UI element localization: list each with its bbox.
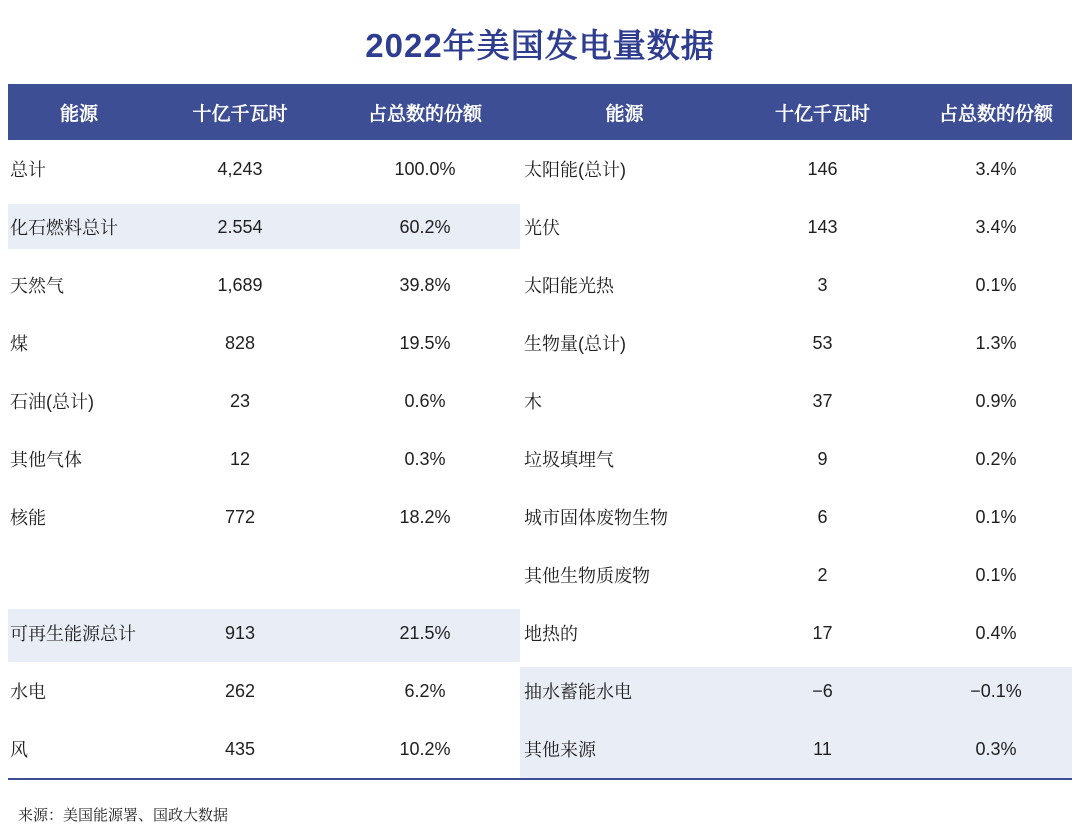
value-cell: 913	[224, 622, 256, 643]
table-row	[8, 198, 520, 256]
value-cell: 12	[229, 448, 251, 469]
table-row	[520, 488, 1072, 546]
energy-name-cell: 抽水蓄能水电	[524, 682, 632, 702]
energy-name-cell: 化石燃料总计	[10, 218, 118, 238]
energy-name-cell: 木	[524, 392, 542, 412]
energy-name-cell: 其他气体	[10, 450, 82, 470]
table-row	[520, 372, 1072, 430]
share-cell: 0.3%	[975, 738, 1017, 759]
table-row	[520, 720, 1072, 778]
table-row	[520, 662, 1072, 720]
column-header-energy: 能源	[605, 103, 644, 125]
value-cell: 262	[224, 680, 256, 701]
table-row	[8, 546, 520, 604]
value-cell: 772	[224, 506, 256, 527]
table-row	[8, 140, 520, 198]
energy-name-cell: 城市固体废物生物	[524, 508, 668, 528]
energy-name-cell: 石油(总计)	[10, 392, 94, 412]
energy-name-cell: 其他来源	[524, 740, 596, 760]
column-header-value: 十亿千瓦时	[192, 103, 288, 125]
page-title: 2022年美国发电量数据	[365, 27, 715, 64]
table-row	[520, 314, 1072, 372]
table-row	[8, 604, 520, 662]
share-cell: 18.2%	[399, 506, 451, 527]
value-cell: 17	[812, 622, 833, 643]
share-cell: 0.3%	[404, 448, 446, 469]
generation-data-table	[8, 84, 1072, 780]
table-left-half	[8, 84, 520, 778]
share-cell: 3.4%	[975, 158, 1017, 179]
table-row	[8, 720, 520, 778]
table-row	[520, 140, 1072, 198]
value-cell: −6	[812, 680, 833, 701]
table-row	[520, 256, 1072, 314]
column-header-energy: 能源	[59, 103, 98, 125]
energy-name-cell: 风	[10, 740, 28, 760]
table-row	[8, 430, 520, 488]
column-header-value: 十亿千瓦时	[774, 103, 870, 125]
value-cell: 3	[817, 274, 828, 295]
value-cell: 2.554	[217, 216, 263, 237]
source-note: 来源：美国能源署、国政大数据	[18, 807, 229, 824]
share-cell: 60.2%	[399, 216, 451, 237]
value-cell: 828	[224, 332, 256, 353]
share-cell: 0.6%	[404, 390, 446, 411]
energy-name-cell: 煤	[10, 334, 28, 354]
share-cell: 1.3%	[975, 332, 1017, 353]
share-cell: 100.0%	[394, 158, 456, 179]
energy-name-cell: 天然气	[10, 276, 64, 296]
table-row	[8, 314, 520, 372]
energy-name-cell: 光伏	[524, 218, 560, 238]
share-cell: 19.5%	[399, 332, 451, 353]
share-cell: 0.1%	[975, 274, 1017, 295]
table-row	[520, 546, 1072, 604]
share-cell: −0.1%	[970, 680, 1022, 701]
table-row	[8, 662, 520, 720]
energy-name-cell: 太阳能(总计)	[524, 160, 626, 180]
energy-name-cell: 太阳能光热	[524, 276, 614, 296]
energy-name-cell: 生物量(总计)	[524, 334, 626, 354]
energy-name-cell: 水电	[10, 682, 46, 702]
energy-name-cell: 可再生能源总计	[10, 624, 136, 644]
value-cell: 1,689	[217, 274, 263, 295]
table-body-right	[520, 140, 1072, 778]
energy-name-cell: 垃圾填埋气	[524, 450, 614, 470]
share-cell: 6.2%	[404, 680, 446, 701]
energy-name-cell: 核能	[10, 508, 46, 528]
energy-name-cell: 其他生物质废物	[524, 566, 650, 586]
value-cell: 53	[812, 332, 833, 353]
share-cell: 39.8%	[399, 274, 451, 295]
table-row	[8, 256, 520, 314]
value-cell: 23	[229, 390, 251, 411]
share-cell: 21.5%	[399, 622, 451, 643]
value-cell: 9	[817, 448, 828, 469]
value-cell: 4,243	[217, 158, 263, 179]
share-cell: 0.1%	[975, 564, 1017, 585]
value-cell: 146	[807, 158, 838, 179]
table-row	[8, 488, 520, 546]
table-row	[8, 372, 520, 430]
share-cell: 3.4%	[975, 216, 1017, 237]
value-cell: 37	[812, 390, 833, 411]
share-cell: 0.2%	[975, 448, 1017, 469]
share-cell: 10.2%	[399, 738, 451, 759]
value-cell: 143	[807, 216, 838, 237]
table-body-left	[8, 140, 520, 778]
table-row	[520, 604, 1072, 662]
share-cell: 0.4%	[975, 622, 1017, 643]
share-cell: 0.9%	[975, 390, 1017, 411]
value-cell: 2	[817, 564, 828, 585]
value-cell: 11	[813, 738, 832, 759]
column-header-share: 占总数的份额	[938, 103, 1053, 125]
value-cell: 6	[817, 506, 828, 527]
energy-name-cell: 地热的	[524, 624, 578, 644]
table-header-left	[8, 84, 520, 140]
value-cell: 435	[224, 738, 256, 759]
energy-name-cell: 总计	[10, 160, 46, 180]
table-right-half	[520, 84, 1072, 778]
share-cell: 0.1%	[975, 506, 1017, 527]
table-header-right	[520, 84, 1072, 140]
table-row	[520, 430, 1072, 488]
column-header-share: 占总数的份额	[367, 103, 482, 125]
table-row	[520, 198, 1072, 256]
